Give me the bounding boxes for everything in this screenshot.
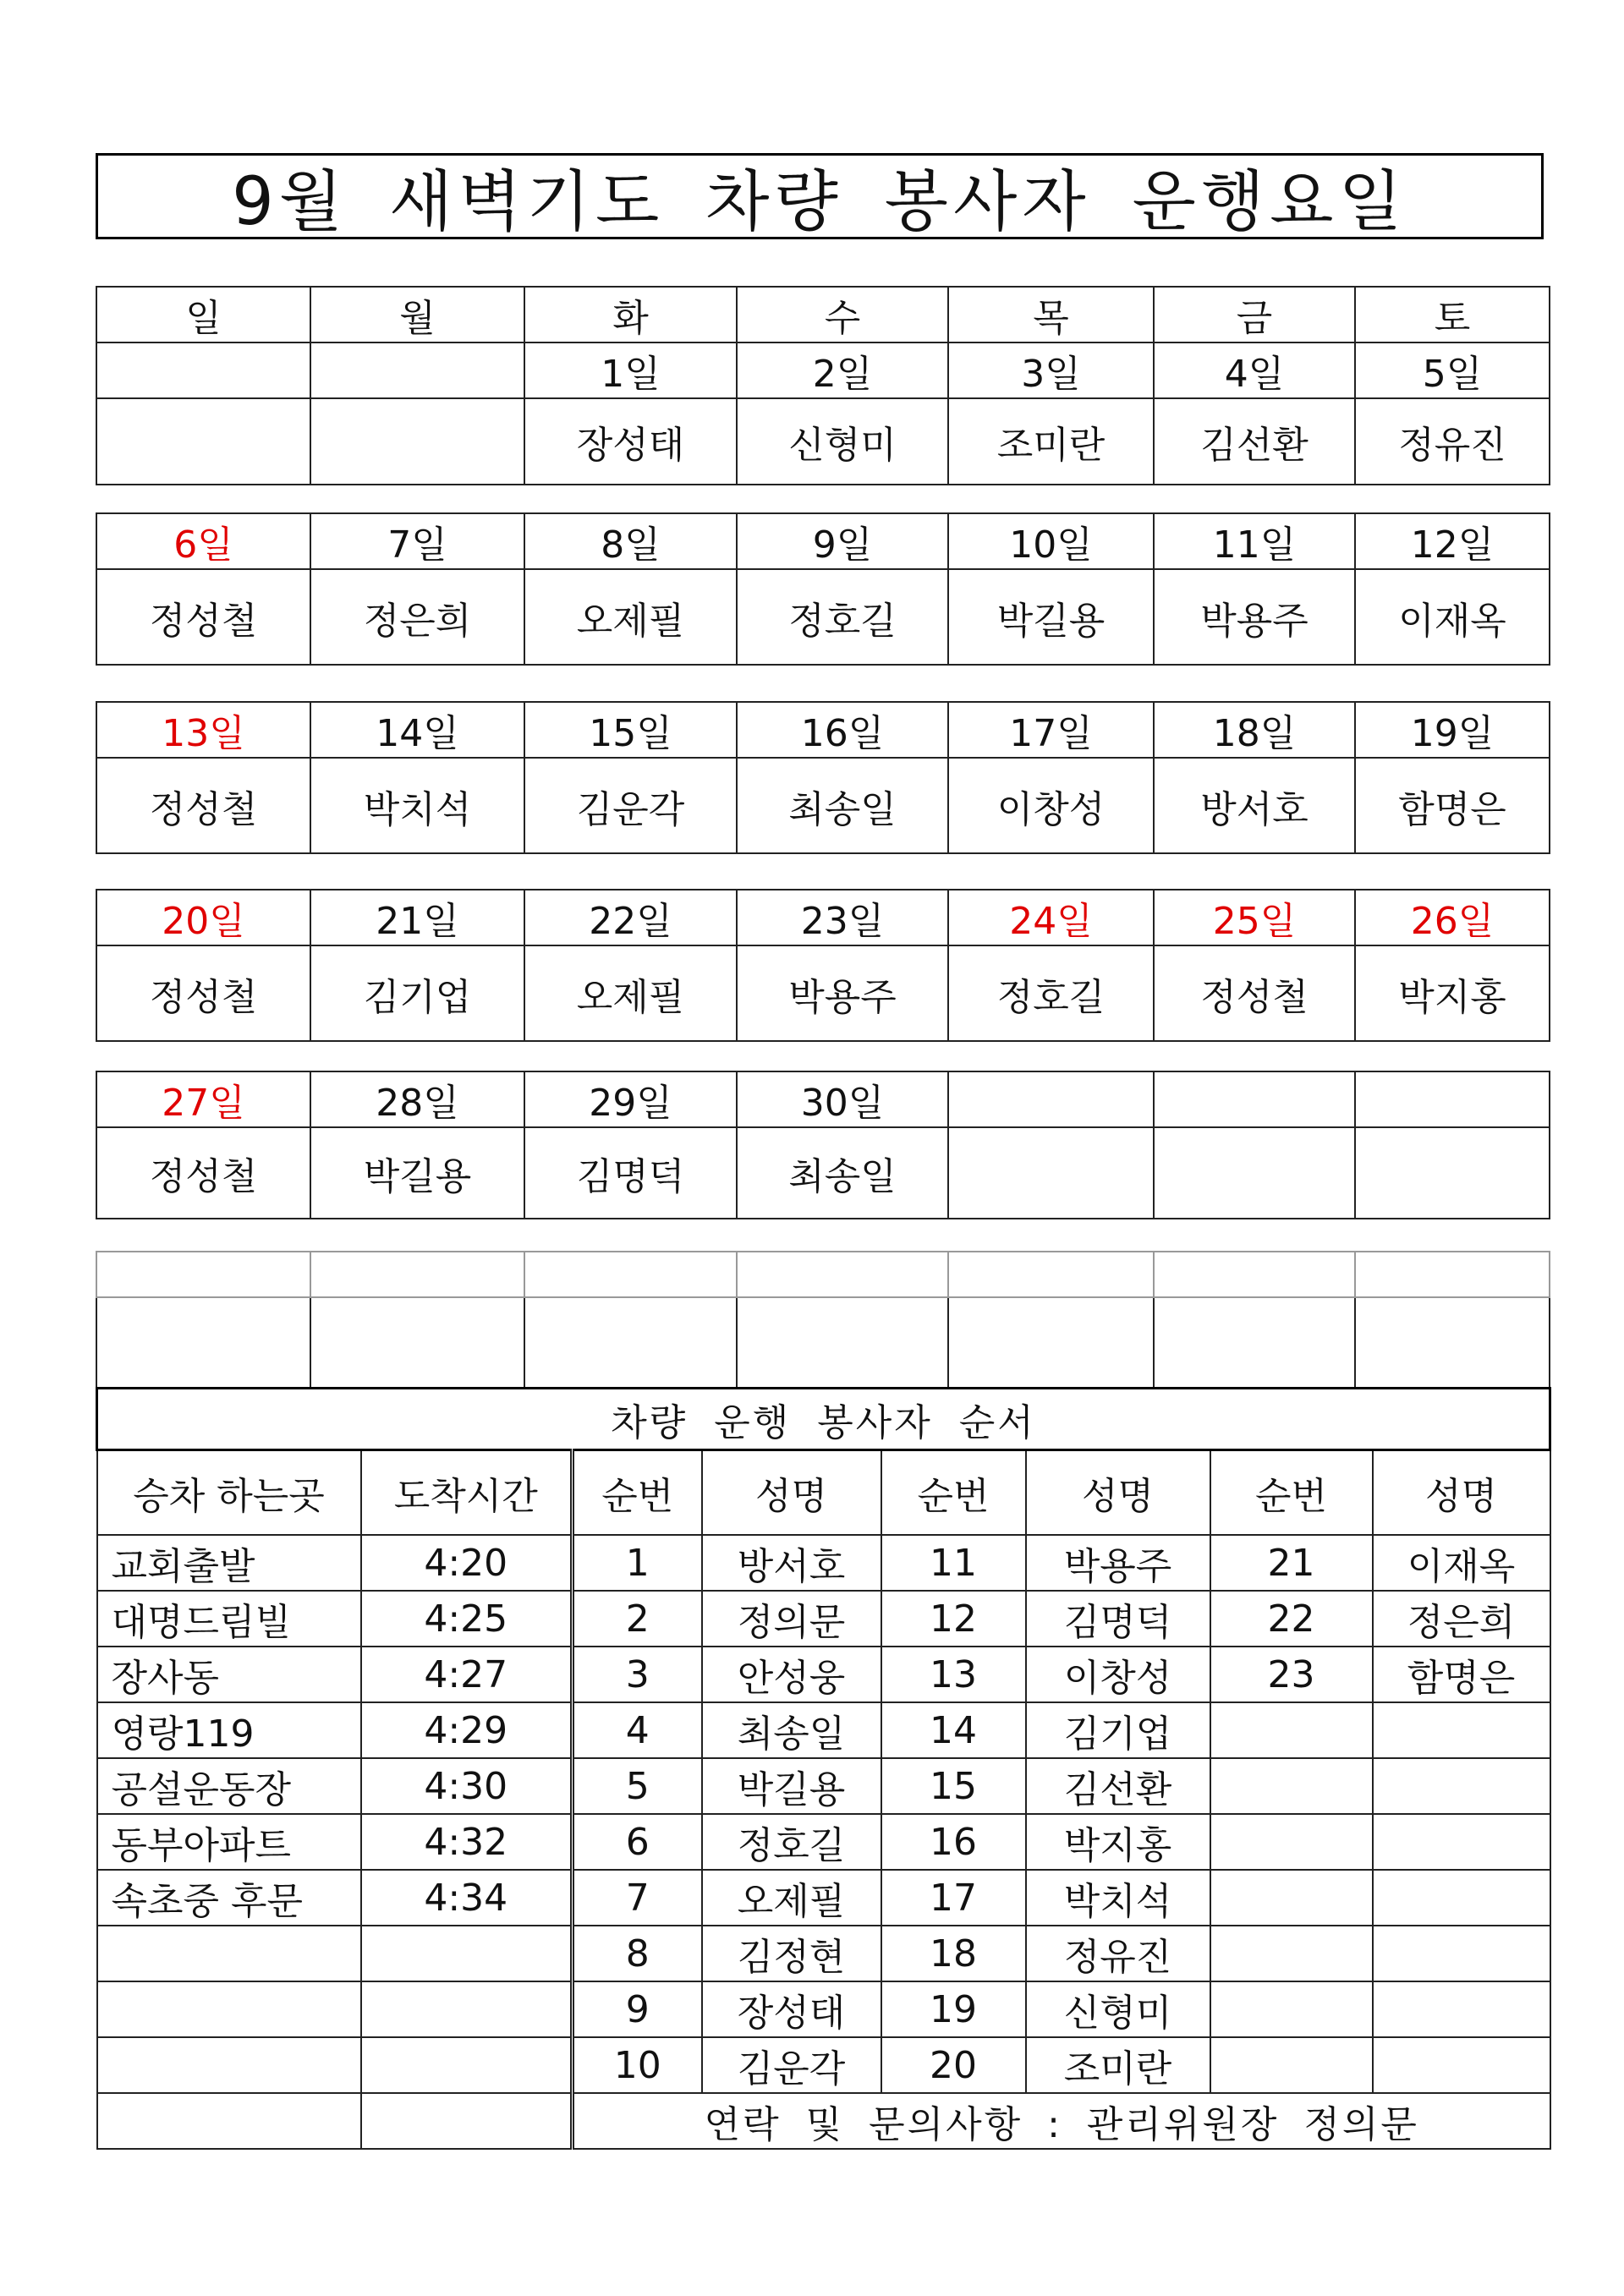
volunteer-row bbox=[96, 1127, 1550, 1219]
day-cell bbox=[310, 342, 524, 398]
order-no: 2 bbox=[573, 1591, 702, 1647]
header-place: 승차 하는곳 bbox=[97, 1450, 361, 1536]
day-cell: 13일 bbox=[96, 702, 310, 758]
volunteer-cell: 이창성 bbox=[948, 758, 1154, 853]
volunteer-row bbox=[96, 758, 1550, 853]
day-cell: 1일 bbox=[524, 342, 737, 398]
volunteer-cell: 박길용 bbox=[310, 1127, 524, 1219]
volunteer-cell: 장성태 bbox=[524, 398, 737, 485]
day-cell: 27일 bbox=[96, 1071, 310, 1127]
order-name: 박지홍 bbox=[1026, 1814, 1210, 1870]
volunteer-cell: 박치석 bbox=[310, 758, 524, 853]
volunteer-row bbox=[96, 945, 1550, 1041]
day-cell: 24일 bbox=[948, 890, 1154, 945]
stop-place: 대명드림빌 bbox=[97, 1591, 361, 1647]
order-no bbox=[1210, 1758, 1373, 1814]
header-no: 순번 bbox=[881, 1450, 1026, 1536]
order-no: 4 bbox=[573, 1702, 702, 1758]
order-name: 함명은 bbox=[1373, 1647, 1550, 1702]
volunteer-cell: 김선환 bbox=[1154, 398, 1355, 485]
volunteer-cell bbox=[1355, 1127, 1550, 1219]
empty-row bbox=[96, 1297, 1550, 1389]
stop-time: 4:29 bbox=[361, 1702, 573, 1758]
day-number-row bbox=[96, 890, 1550, 945]
day-cell: 30일 bbox=[737, 1071, 948, 1127]
volunteer-cell: 조미란 bbox=[948, 398, 1154, 485]
volunteer-cell bbox=[96, 398, 310, 485]
order-name bbox=[1373, 1702, 1550, 1758]
volunteer-cell: 정성철 bbox=[1154, 945, 1355, 1041]
volunteer-cell: 정유진 bbox=[1355, 398, 1550, 485]
calendar-week-1 bbox=[96, 286, 1550, 485]
order-row bbox=[97, 1591, 1550, 1647]
order-name bbox=[1373, 2037, 1550, 2093]
empty-cell bbox=[310, 1252, 524, 1297]
day-cell: 6일 bbox=[96, 513, 310, 569]
day-cell: 23일 bbox=[737, 890, 948, 945]
volunteer-cell: 김기업 bbox=[310, 945, 524, 1041]
empty-cell bbox=[1154, 1297, 1355, 1389]
order-no bbox=[1210, 1814, 1373, 1870]
empty-cell bbox=[310, 1297, 524, 1389]
order-header-row bbox=[97, 1450, 1550, 1536]
empty-cell bbox=[948, 1252, 1154, 1297]
order-name: 김운각 bbox=[702, 2037, 881, 2093]
order-row bbox=[97, 1702, 1550, 1758]
empty-cell bbox=[524, 1297, 737, 1389]
order-row bbox=[97, 1758, 1550, 1814]
order-name: 김명덕 bbox=[1026, 1591, 1210, 1647]
day-number-row bbox=[96, 342, 1550, 398]
day-cell: 28일 bbox=[310, 1071, 524, 1127]
order-no: 22 bbox=[1210, 1591, 1373, 1647]
stop-place bbox=[97, 1926, 361, 1981]
empty-grid-block bbox=[96, 1251, 1550, 1389]
day-number-row bbox=[96, 513, 1550, 569]
stop-time bbox=[361, 1981, 573, 2037]
empty-cell bbox=[1154, 1252, 1355, 1297]
calendar-week-3 bbox=[96, 701, 1550, 854]
order-name: 장성태 bbox=[702, 1981, 881, 2037]
empty-cell bbox=[948, 1297, 1154, 1389]
volunteer-cell: 박길용 bbox=[948, 569, 1154, 665]
order-no bbox=[1210, 1702, 1373, 1758]
stop-time: 4:30 bbox=[361, 1758, 573, 1814]
volunteer-cell: 정성철 bbox=[96, 758, 310, 853]
stop-place: 속초중 후문 bbox=[97, 1870, 361, 1926]
order-name: 이창성 bbox=[1026, 1647, 1210, 1702]
order-name: 김선환 bbox=[1026, 1758, 1210, 1814]
empty-cell bbox=[1355, 1252, 1550, 1297]
volunteer-cell: 정호길 bbox=[948, 945, 1154, 1041]
order-no: 15 bbox=[881, 1758, 1026, 1814]
volunteer-cell: 박지홍 bbox=[1355, 945, 1550, 1041]
order-caption-row bbox=[97, 1389, 1550, 1450]
header-name: 성명 bbox=[702, 1450, 881, 1536]
day-cell: 11일 bbox=[1154, 513, 1355, 569]
calendar-week-5 bbox=[96, 1071, 1550, 1219]
day-cell: 3일 bbox=[948, 342, 1154, 398]
weekday-tue: 화 bbox=[524, 287, 737, 342]
volunteer-cell: 정은희 bbox=[310, 569, 524, 665]
calendar-week-4 bbox=[96, 889, 1550, 1042]
weekday-header-row bbox=[96, 287, 1550, 342]
order-name: 박용주 bbox=[1026, 1535, 1210, 1591]
stop-time: 4:25 bbox=[361, 1591, 573, 1647]
header-no: 순번 bbox=[1210, 1450, 1373, 1536]
weekday-mon: 월 bbox=[310, 287, 524, 342]
order-no: 13 bbox=[881, 1647, 1026, 1702]
weekday-fri: 금 bbox=[1154, 287, 1355, 342]
day-cell: 10일 bbox=[948, 513, 1154, 569]
order-no: 10 bbox=[573, 2037, 702, 2093]
volunteer-cell: 오제필 bbox=[524, 945, 737, 1041]
order-name bbox=[1373, 1981, 1550, 2037]
weekday-sat: 토 bbox=[1355, 287, 1550, 342]
order-name: 박치석 bbox=[1026, 1870, 1210, 1926]
order-name: 정유진 bbox=[1026, 1926, 1210, 1981]
day-cell: 15일 bbox=[524, 702, 737, 758]
day-cell: 12일 bbox=[1355, 513, 1550, 569]
stop-place bbox=[97, 1981, 361, 2037]
order-no bbox=[1210, 1981, 1373, 2037]
day-cell: 14일 bbox=[310, 702, 524, 758]
weekday-sun: 일 bbox=[96, 287, 310, 342]
order-name: 정호길 bbox=[702, 1814, 881, 1870]
volunteer-cell: 최송일 bbox=[737, 1127, 948, 1219]
order-name: 정의문 bbox=[702, 1591, 881, 1647]
order-name: 방서호 bbox=[702, 1535, 881, 1591]
day-cell: 26일 bbox=[1355, 890, 1550, 945]
empty-cell bbox=[1355, 1297, 1550, 1389]
volunteer-cell bbox=[310, 398, 524, 485]
volunteer-cell: 정호길 bbox=[737, 569, 948, 665]
order-title: 차량 운행 봉사자 순서 bbox=[97, 1389, 1550, 1450]
day-cell: 18일 bbox=[1154, 702, 1355, 758]
stop-time bbox=[361, 2037, 573, 2093]
order-name: 김기업 bbox=[1026, 1702, 1210, 1758]
day-cell: 9일 bbox=[737, 513, 948, 569]
stop-time: 4:27 bbox=[361, 1647, 573, 1702]
order-no: 9 bbox=[573, 1981, 702, 2037]
order-row bbox=[97, 1926, 1550, 1981]
order-no: 8 bbox=[573, 1926, 702, 1981]
empty-cell bbox=[737, 1297, 948, 1389]
page-title: 9월 새벽기도 차량 봉사자 운행요일 bbox=[232, 164, 1407, 240]
order-no bbox=[1210, 1926, 1373, 1981]
page-title-box bbox=[96, 153, 1544, 239]
day-cell: 29일 bbox=[524, 1071, 737, 1127]
order-row bbox=[97, 1981, 1550, 2037]
order-name bbox=[1373, 1926, 1550, 1981]
contact-info: 연락 및 문의사항 : 관리위원장 정의문 bbox=[573, 2093, 1550, 2149]
order-no bbox=[1210, 2037, 1373, 2093]
order-name: 김정현 bbox=[702, 1926, 881, 1981]
weekday-wed: 수 bbox=[737, 287, 948, 342]
day-cell bbox=[96, 342, 310, 398]
volunteer-row bbox=[96, 569, 1550, 665]
empty-row bbox=[96, 1252, 1550, 1297]
volunteer-cell: 정성철 bbox=[96, 945, 310, 1041]
day-cell: 17일 bbox=[948, 702, 1154, 758]
order-no: 14 bbox=[881, 1702, 1026, 1758]
empty-cell bbox=[524, 1252, 737, 1297]
day-cell: 16일 bbox=[737, 702, 948, 758]
order-name bbox=[1373, 1814, 1550, 1870]
stop-place: 장사동 bbox=[97, 1647, 361, 1702]
empty-cell bbox=[96, 1297, 310, 1389]
order-no bbox=[1210, 1870, 1373, 1926]
calendar-week-2 bbox=[96, 512, 1550, 666]
day-cell: 21일 bbox=[310, 890, 524, 945]
order-no: 19 bbox=[881, 1981, 1026, 2037]
order-no: 17 bbox=[881, 1870, 1026, 1926]
day-cell bbox=[948, 1071, 1154, 1127]
volunteer-cell: 방서호 bbox=[1154, 758, 1355, 853]
order-no: 7 bbox=[573, 1870, 702, 1926]
day-number-row bbox=[96, 1071, 1550, 1127]
empty-cell bbox=[737, 1252, 948, 1297]
day-cell: 25일 bbox=[1154, 890, 1355, 945]
order-no: 5 bbox=[573, 1758, 702, 1814]
order-no: 3 bbox=[573, 1647, 702, 1702]
order-name: 정은희 bbox=[1373, 1591, 1550, 1647]
day-cell: 22일 bbox=[524, 890, 737, 945]
order-name: 신형미 bbox=[1026, 1981, 1210, 2037]
empty-cell bbox=[96, 1252, 310, 1297]
stop-time bbox=[361, 1926, 573, 1981]
contact-row bbox=[97, 2093, 1550, 2149]
day-cell: 8일 bbox=[524, 513, 737, 569]
volunteer-cell: 김명덕 bbox=[524, 1127, 737, 1219]
volunteer-cell: 오제필 bbox=[524, 569, 737, 665]
volunteer-cell: 김운각 bbox=[524, 758, 737, 853]
day-number-row bbox=[96, 702, 1550, 758]
day-cell: 7일 bbox=[310, 513, 524, 569]
stop-place: 교회출발 bbox=[97, 1535, 361, 1591]
order-name: 오제필 bbox=[702, 1870, 881, 1926]
stop-place: 영랑119 bbox=[97, 1702, 361, 1758]
order-row bbox=[97, 1814, 1550, 1870]
order-name: 박길용 bbox=[702, 1758, 881, 1814]
stop-time: 4:20 bbox=[361, 1535, 573, 1591]
volunteer-cell: 정성철 bbox=[96, 569, 310, 665]
day-cell: 5일 bbox=[1355, 342, 1550, 398]
volunteer-order-table bbox=[96, 1387, 1551, 2150]
order-name bbox=[1373, 1870, 1550, 1926]
day-cell: 20일 bbox=[96, 890, 310, 945]
header-name: 성명 bbox=[1026, 1450, 1210, 1536]
day-cell: 19일 bbox=[1355, 702, 1550, 758]
order-row bbox=[97, 1535, 1550, 1591]
day-cell bbox=[1154, 1071, 1355, 1127]
empty-cell bbox=[361, 2093, 573, 2149]
order-name: 이재옥 bbox=[1373, 1535, 1550, 1591]
stop-place bbox=[97, 2037, 361, 2093]
order-no: 6 bbox=[573, 1814, 702, 1870]
header-time: 도착시간 bbox=[361, 1450, 573, 1536]
order-name bbox=[1373, 1758, 1550, 1814]
order-name: 최송일 bbox=[702, 1702, 881, 1758]
order-no: 18 bbox=[881, 1926, 1026, 1981]
order-row bbox=[97, 1870, 1550, 1926]
order-no: 20 bbox=[881, 2037, 1026, 2093]
stop-time: 4:34 bbox=[361, 1870, 573, 1926]
order-no: 11 bbox=[881, 1535, 1026, 1591]
stop-place: 공설운동장 bbox=[97, 1758, 361, 1814]
order-row bbox=[97, 2037, 1550, 2093]
order-no: 12 bbox=[881, 1591, 1026, 1647]
day-cell: 2일 bbox=[737, 342, 948, 398]
stop-time: 4:32 bbox=[361, 1814, 573, 1870]
volunteer-cell: 박용주 bbox=[1154, 569, 1355, 665]
order-row bbox=[97, 1647, 1550, 1702]
volunteer-cell: 이재옥 bbox=[1355, 569, 1550, 665]
order-no: 21 bbox=[1210, 1535, 1373, 1591]
volunteer-cell: 최송일 bbox=[737, 758, 948, 853]
volunteer-cell bbox=[948, 1127, 1154, 1219]
order-no: 23 bbox=[1210, 1647, 1373, 1702]
header-no: 순번 bbox=[573, 1450, 702, 1536]
stop-place: 동부아파트 bbox=[97, 1814, 361, 1870]
empty-cell bbox=[97, 2093, 361, 2149]
header-name: 성명 bbox=[1373, 1450, 1550, 1536]
weekday-thu: 목 bbox=[948, 287, 1154, 342]
volunteer-cell bbox=[1154, 1127, 1355, 1219]
volunteer-cell: 정성철 bbox=[96, 1127, 310, 1219]
volunteer-row bbox=[96, 398, 1550, 485]
day-cell bbox=[1355, 1071, 1550, 1127]
order-no: 1 bbox=[573, 1535, 702, 1591]
volunteer-cell: 함명은 bbox=[1355, 758, 1550, 853]
order-name: 안성웅 bbox=[702, 1647, 881, 1702]
order-name: 조미란 bbox=[1026, 2037, 1210, 2093]
day-cell: 4일 bbox=[1154, 342, 1355, 398]
volunteer-cell: 박용주 bbox=[737, 945, 948, 1041]
order-no: 16 bbox=[881, 1814, 1026, 1870]
volunteer-cell: 신형미 bbox=[737, 398, 948, 485]
